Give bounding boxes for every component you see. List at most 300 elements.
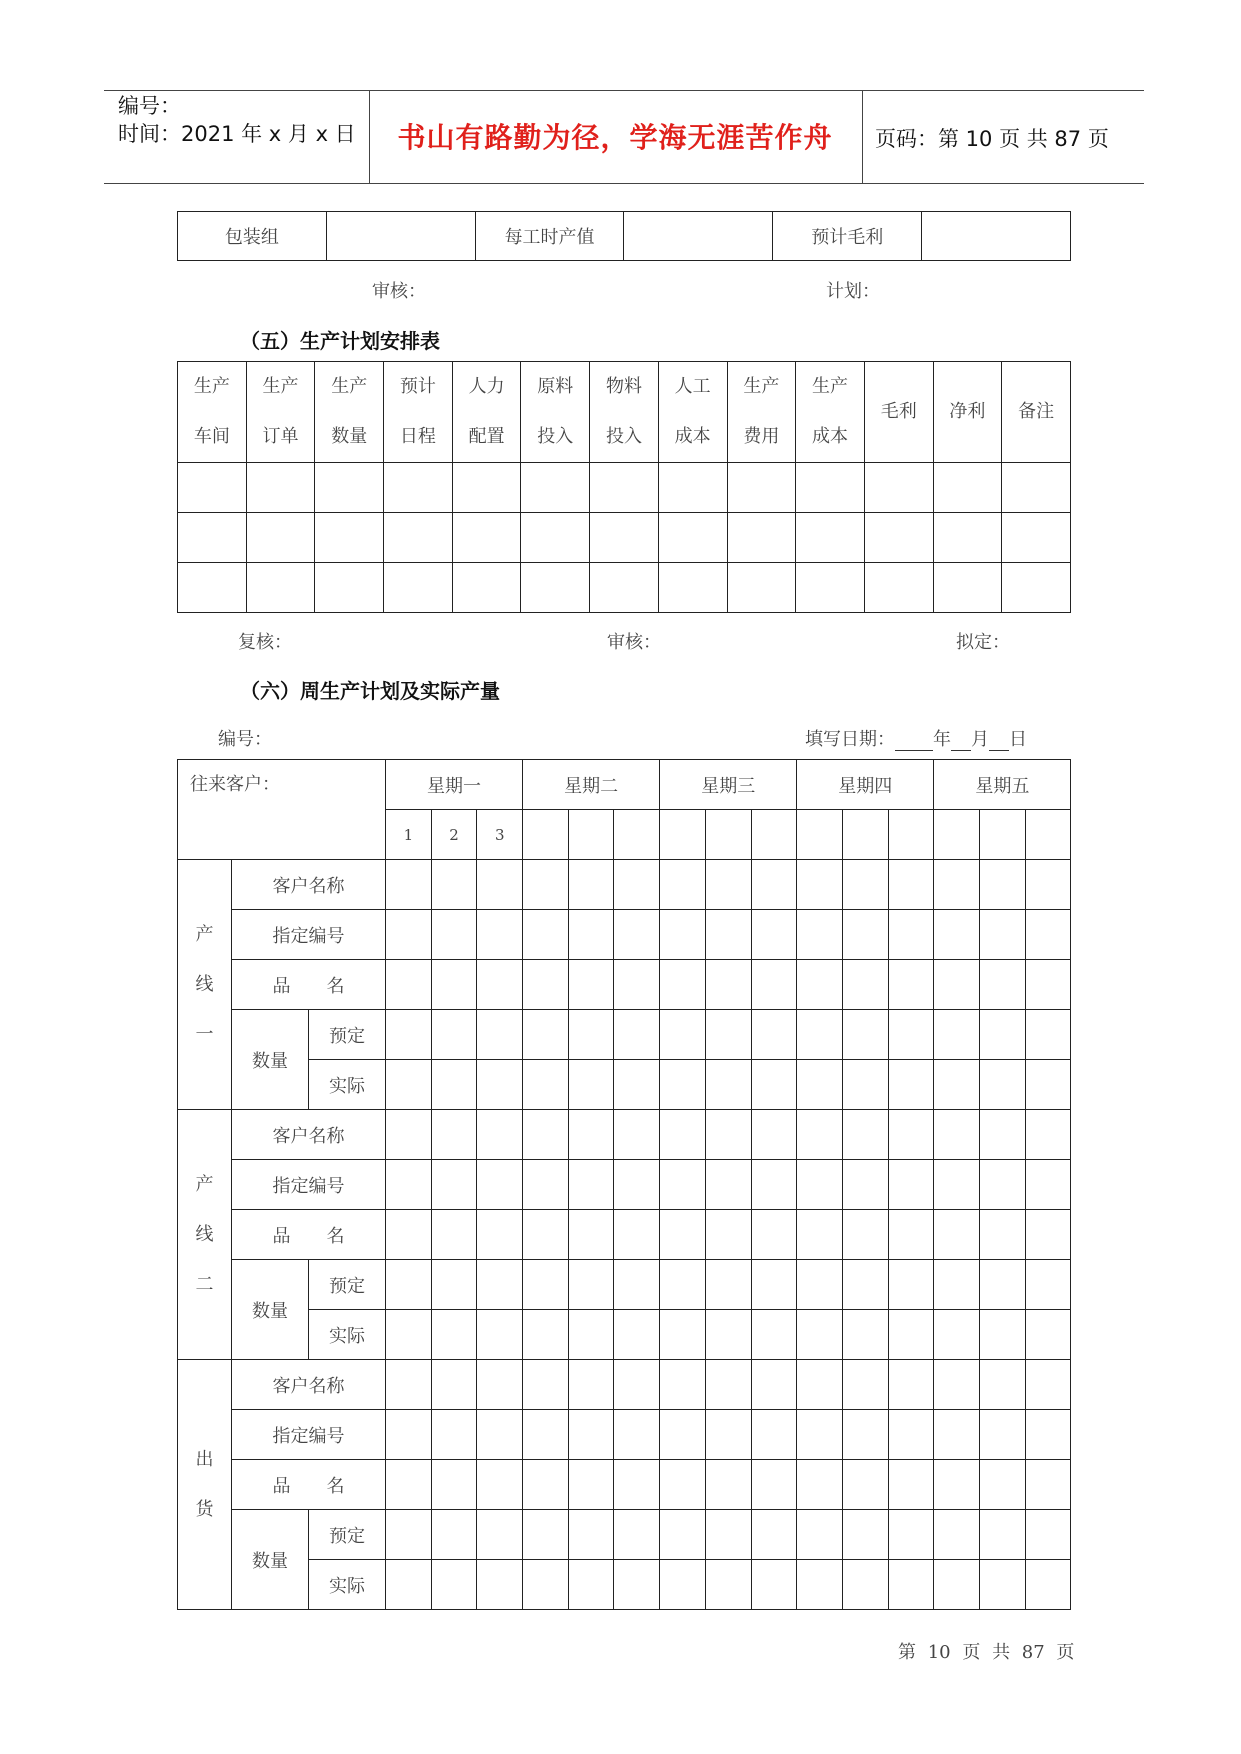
plan-input-cell[interactable] xyxy=(727,563,796,613)
production-input-cell[interactable] xyxy=(386,1560,432,1610)
production-input-cell[interactable] xyxy=(431,1410,477,1460)
production-input-cell[interactable] xyxy=(614,1310,660,1360)
production-input-cell[interactable] xyxy=(888,1510,934,1560)
month-label: 月 xyxy=(971,729,989,750)
plan-input-cell[interactable] xyxy=(1002,513,1071,563)
production-input-cell[interactable] xyxy=(477,860,523,910)
production-input-cell[interactable] xyxy=(431,1310,477,1360)
production-input-cell[interactable] xyxy=(980,960,1026,1010)
plan-input-cell[interactable] xyxy=(658,563,727,613)
plan-input-cell[interactable] xyxy=(521,463,590,513)
production-input-cell[interactable] xyxy=(660,1210,706,1260)
production-input-cell[interactable] xyxy=(797,1210,843,1260)
production-input-cell[interactable] xyxy=(751,960,797,1010)
production-input-cell[interactable] xyxy=(477,1210,523,1260)
production-input-cell[interactable] xyxy=(751,1160,797,1210)
production-input-cell[interactable] xyxy=(980,1010,1026,1060)
production-input-cell[interactable] xyxy=(751,910,797,960)
production-input-cell[interactable] xyxy=(568,1560,614,1610)
plan-input-cell[interactable] xyxy=(658,463,727,513)
production-input-cell[interactable] xyxy=(705,1010,751,1060)
production-input-cell[interactable] xyxy=(431,1510,477,1560)
plan-input-cell[interactable] xyxy=(246,563,315,613)
production-input-cell[interactable] xyxy=(523,1060,569,1110)
review-label-2: 审核： xyxy=(607,632,661,653)
production-input-cell[interactable] xyxy=(751,1210,797,1260)
production-input-cell[interactable] xyxy=(888,1110,934,1160)
plan-input-cell[interactable] xyxy=(452,463,521,513)
production-input-cell[interactable] xyxy=(934,860,980,910)
production-input-cell[interactable] xyxy=(934,910,980,960)
production-input-cell[interactable] xyxy=(523,1310,569,1360)
header-motto: 书山有路勤为径，学海无涯苦作舟 xyxy=(397,121,833,154)
production-input-cell[interactable] xyxy=(797,1510,843,1560)
production-input-cell[interactable] xyxy=(1025,910,1071,960)
production-input-cell[interactable] xyxy=(934,960,980,1010)
production-input-cell[interactable] xyxy=(888,1160,934,1210)
production-input-cell[interactable] xyxy=(477,1060,523,1110)
plan-input-cell[interactable] xyxy=(658,513,727,563)
production-input-cell[interactable] xyxy=(386,1410,432,1460)
production-input-cell[interactable] xyxy=(1025,1510,1071,1560)
production-input-cell[interactable] xyxy=(431,1010,477,1060)
production-input-cell[interactable] xyxy=(660,1510,706,1560)
production-input-cell[interactable] xyxy=(1025,1260,1071,1310)
production-input-cell[interactable] xyxy=(980,1460,1026,1510)
plan-input-cell[interactable] xyxy=(178,563,247,613)
plan-input-cell[interactable] xyxy=(452,513,521,563)
production-input-cell[interactable] xyxy=(386,1460,432,1510)
production-input-cell[interactable] xyxy=(523,860,569,910)
production-input-cell[interactable] xyxy=(660,1010,706,1060)
production-input-cell[interactable] xyxy=(523,1460,569,1510)
production-input-cell[interactable] xyxy=(705,1160,751,1210)
production-input-cell[interactable] xyxy=(431,910,477,960)
production-input-cell[interactable] xyxy=(797,860,843,910)
production-input-cell[interactable] xyxy=(386,910,432,960)
production-input-cell[interactable] xyxy=(386,860,432,910)
production-input-cell[interactable] xyxy=(614,910,660,960)
year-blank[interactable] xyxy=(895,729,933,751)
production-input-cell[interactable] xyxy=(614,1360,660,1410)
production-input-cell[interactable] xyxy=(386,1260,432,1310)
production-input-cell[interactable] xyxy=(386,1160,432,1210)
production-input-cell[interactable] xyxy=(888,1410,934,1460)
production-input-cell[interactable] xyxy=(980,910,1026,960)
production-input-cell[interactable] xyxy=(568,1360,614,1410)
production-input-cell[interactable] xyxy=(1025,1410,1071,1460)
production-input-cell[interactable] xyxy=(751,1510,797,1560)
production-input-cell[interactable] xyxy=(888,1010,934,1060)
production-input-cell[interactable] xyxy=(568,1260,614,1310)
plan-input-cell[interactable] xyxy=(178,513,247,563)
plan-input-cell[interactable] xyxy=(590,563,659,613)
production-input-cell[interactable] xyxy=(934,1210,980,1260)
production-input-cell[interactable] xyxy=(431,1060,477,1110)
production-input-cell[interactable] xyxy=(477,910,523,960)
production-input-cell[interactable] xyxy=(980,1360,1026,1410)
weekday-header: 星期四 xyxy=(797,760,934,810)
plan-input-cell[interactable] xyxy=(1002,463,1071,513)
plan-input-cell[interactable] xyxy=(933,563,1002,613)
group-name-char: 出 xyxy=(195,1448,214,1470)
production-input-cell[interactable] xyxy=(1025,1060,1071,1110)
plan-input-cell[interactable] xyxy=(727,463,796,513)
plan-label: 计划： xyxy=(826,281,880,302)
production-input-cell[interactable] xyxy=(1025,1360,1071,1410)
production-input-cell[interactable] xyxy=(980,1110,1026,1160)
production-input-cell[interactable] xyxy=(842,1510,888,1560)
production-input-cell[interactable] xyxy=(705,910,751,960)
production-input-cell[interactable] xyxy=(934,1360,980,1410)
production-input-cell[interactable] xyxy=(888,910,934,960)
production-input-cell[interactable] xyxy=(568,1060,614,1110)
production-input-cell[interactable] xyxy=(842,1460,888,1510)
production-input-cell[interactable] xyxy=(614,1410,660,1460)
production-input-cell[interactable] xyxy=(934,1460,980,1510)
production-input-cell[interactable] xyxy=(751,1360,797,1410)
table-row xyxy=(178,563,1071,613)
production-input-cell[interactable] xyxy=(386,1510,432,1560)
production-input-cell[interactable] xyxy=(568,1160,614,1210)
production-input-cell[interactable] xyxy=(934,1010,980,1060)
production-input-cell[interactable] xyxy=(842,910,888,960)
production-input-cell[interactable] xyxy=(614,960,660,1010)
table-row xyxy=(178,513,1071,563)
production-input-cell[interactable] xyxy=(980,1310,1026,1360)
production-input-cell[interactable] xyxy=(842,1110,888,1160)
production-input-cell[interactable] xyxy=(705,1210,751,1260)
production-input-cell[interactable] xyxy=(797,1460,843,1510)
production-input-cell[interactable] xyxy=(477,1460,523,1510)
production-input-cell[interactable] xyxy=(705,1110,751,1160)
month-blank[interactable] xyxy=(951,729,971,751)
production-input-cell[interactable] xyxy=(477,1510,523,1560)
production-input-cell[interactable] xyxy=(797,1560,843,1610)
production-input-cell[interactable] xyxy=(568,860,614,910)
plan-input-cell[interactable] xyxy=(933,513,1002,563)
header-top-rule xyxy=(104,90,1144,91)
production-input-cell[interactable] xyxy=(523,1360,569,1410)
production-input-cell[interactable] xyxy=(888,1060,934,1110)
production-input-cell[interactable] xyxy=(980,1260,1026,1310)
production-input-cell[interactable] xyxy=(888,1560,934,1610)
plan-input-cell[interactable] xyxy=(521,513,590,563)
production-input-cell[interactable] xyxy=(477,1360,523,1410)
production-input-cell[interactable] xyxy=(386,960,432,1010)
production-input-cell[interactable] xyxy=(797,960,843,1010)
plan-input-cell[interactable] xyxy=(315,513,384,563)
production-input-cell[interactable] xyxy=(980,1160,1026,1210)
sub-number-cell xyxy=(842,810,888,860)
production-input-cell[interactable] xyxy=(568,1310,614,1360)
production-input-cell[interactable] xyxy=(660,1360,706,1410)
production-input-cell[interactable] xyxy=(660,1410,706,1460)
production-input-cell[interactable] xyxy=(614,1010,660,1060)
plan-input-cell[interactable] xyxy=(521,563,590,613)
production-input-cell[interactable] xyxy=(888,1260,934,1310)
production-input-cell[interactable] xyxy=(842,1410,888,1460)
production-input-cell[interactable] xyxy=(477,960,523,1010)
production-input-cell[interactable] xyxy=(797,1110,843,1160)
production-input-cell[interactable] xyxy=(568,1510,614,1560)
expected-gross-cell: 预计毛利 xyxy=(773,212,922,261)
production-input-cell[interactable] xyxy=(523,1160,569,1210)
production-input-cell[interactable] xyxy=(660,860,706,910)
production-input-cell[interactable] xyxy=(705,1460,751,1510)
production-input-cell[interactable] xyxy=(842,960,888,1010)
production-input-cell[interactable] xyxy=(705,1410,751,1460)
plan-input-cell[interactable] xyxy=(452,563,521,613)
production-input-cell[interactable] xyxy=(1025,860,1071,910)
production-input-cell[interactable] xyxy=(842,1060,888,1110)
production-input-cell[interactable] xyxy=(1025,1460,1071,1510)
production-input-cell[interactable] xyxy=(1025,1110,1071,1160)
production-input-cell[interactable] xyxy=(797,1060,843,1110)
production-input-cell[interactable] xyxy=(934,1310,980,1360)
production-input-cell[interactable] xyxy=(660,1310,706,1360)
production-input-cell[interactable] xyxy=(568,1010,614,1060)
production-input-cell[interactable] xyxy=(842,1260,888,1310)
production-input-cell[interactable] xyxy=(523,1510,569,1560)
plan-input-cell[interactable] xyxy=(796,563,865,613)
production-input-cell[interactable] xyxy=(842,1560,888,1610)
production-input-cell[interactable] xyxy=(660,1560,706,1610)
plan-input-cell[interactable] xyxy=(590,513,659,563)
plan-input-cell[interactable] xyxy=(246,463,315,513)
production-input-cell[interactable] xyxy=(934,1510,980,1560)
production-input-cell[interactable] xyxy=(980,1560,1026,1610)
plan-input-cell[interactable] xyxy=(315,563,384,613)
plan-input-cell[interactable] xyxy=(796,463,865,513)
production-input-cell[interactable] xyxy=(477,1410,523,1460)
production-input-cell[interactable] xyxy=(842,1310,888,1360)
production-input-cell[interactable] xyxy=(980,1510,1026,1560)
production-input-cell[interactable] xyxy=(888,860,934,910)
production-input-cell[interactable] xyxy=(523,910,569,960)
production-input-cell[interactable] xyxy=(888,960,934,1010)
production-input-cell[interactable] xyxy=(568,1210,614,1260)
production-input-cell[interactable] xyxy=(523,1210,569,1260)
production-input-cell[interactable] xyxy=(660,1160,706,1210)
production-input-cell[interactable] xyxy=(614,1160,660,1210)
production-input-cell[interactable] xyxy=(1025,1160,1071,1210)
production-input-cell[interactable] xyxy=(1025,1210,1071,1260)
plan-input-cell[interactable] xyxy=(315,463,384,513)
header-time-label: 时间：2021 年 x 月 x 日 xyxy=(118,122,356,146)
production-input-cell[interactable] xyxy=(1025,1560,1071,1610)
header-meta xyxy=(118,92,356,148)
production-input-cell[interactable] xyxy=(660,1260,706,1310)
row-label-product-name: 品 名 xyxy=(232,1460,386,1510)
production-input-cell[interactable] xyxy=(842,1360,888,1410)
production-input-cell[interactable] xyxy=(842,1160,888,1210)
production-input-cell[interactable] xyxy=(751,1110,797,1160)
plan-input-cell[interactable] xyxy=(933,463,1002,513)
production-input-cell[interactable] xyxy=(705,860,751,910)
production-input-cell[interactable] xyxy=(614,1210,660,1260)
production-input-cell[interactable] xyxy=(751,860,797,910)
sub-number-cell xyxy=(888,810,934,860)
production-input-cell[interactable] xyxy=(934,1160,980,1210)
plan-input-cell[interactable] xyxy=(384,563,453,613)
weekday-header-row xyxy=(178,760,1071,810)
production-input-cell[interactable] xyxy=(751,1060,797,1110)
plan-input-cell[interactable] xyxy=(864,563,933,613)
production-input-cell[interactable] xyxy=(523,1260,569,1310)
production-input-cell[interactable] xyxy=(660,1110,706,1160)
row-label-product-name: 品 名 xyxy=(232,960,386,1010)
production-input-cell[interactable] xyxy=(842,1010,888,1060)
sub-number-cell xyxy=(705,810,751,860)
production-input-cell[interactable] xyxy=(386,1060,432,1110)
group-name xyxy=(178,1160,231,1310)
production-input-cell[interactable] xyxy=(705,1560,751,1610)
plan-input-cell[interactable] xyxy=(727,513,796,563)
production-input-cell[interactable] xyxy=(614,1460,660,1510)
production-input-cell[interactable] xyxy=(614,1060,660,1110)
group-name-char: 线 xyxy=(195,1223,214,1245)
production-input-cell[interactable] xyxy=(797,1160,843,1210)
production-input-cell[interactable] xyxy=(1025,960,1071,1010)
production-input-cell[interactable] xyxy=(523,1560,569,1610)
production-input-cell[interactable] xyxy=(614,1260,660,1310)
plan-input-cell[interactable] xyxy=(384,463,453,513)
production-input-cell[interactable] xyxy=(934,1410,980,1460)
production-input-cell[interactable] xyxy=(980,1410,1026,1460)
production-input-cell[interactable] xyxy=(386,1310,432,1360)
plan-header-line2: 配置 xyxy=(468,426,505,447)
production-input-cell[interactable] xyxy=(614,860,660,910)
production-input-cell[interactable] xyxy=(431,860,477,910)
year-label: 年 xyxy=(933,729,951,750)
production-input-cell[interactable] xyxy=(431,960,477,1010)
production-input-cell[interactable] xyxy=(797,1310,843,1360)
group-name-char: 一 xyxy=(195,1023,214,1045)
production-input-cell[interactable] xyxy=(477,1310,523,1360)
production-input-cell[interactable] xyxy=(431,1460,477,1510)
plan-input-cell[interactable] xyxy=(384,513,453,563)
production-input-cell[interactable] xyxy=(386,1360,432,1410)
day-blank[interactable] xyxy=(989,729,1009,751)
production-input-cell[interactable] xyxy=(477,1160,523,1210)
production-input-cell[interactable] xyxy=(934,1060,980,1110)
production-input-cell[interactable] xyxy=(386,1210,432,1260)
production-input-cell[interactable] xyxy=(523,1410,569,1460)
production-input-cell[interactable] xyxy=(934,1560,980,1610)
production-input-cell[interactable] xyxy=(431,1360,477,1410)
production-input-cell[interactable] xyxy=(705,1260,751,1310)
production-input-cell[interactable] xyxy=(660,1060,706,1110)
production-input-cell[interactable] xyxy=(568,1460,614,1510)
production-input-cell[interactable] xyxy=(477,1260,523,1310)
production-input-cell[interactable] xyxy=(980,1060,1026,1110)
production-input-cell[interactable] xyxy=(523,960,569,1010)
production-input-cell[interactable] xyxy=(934,1260,980,1310)
production-input-cell[interactable] xyxy=(431,1110,477,1160)
production-input-cell[interactable] xyxy=(477,1110,523,1160)
row-label-product-name: 品 名 xyxy=(232,1210,386,1260)
plan-input-cell[interactable] xyxy=(246,513,315,563)
production-input-cell[interactable] xyxy=(842,860,888,910)
production-input-cell[interactable] xyxy=(614,1510,660,1560)
production-input-cell[interactable] xyxy=(660,960,706,1010)
plan-input-cell[interactable] xyxy=(590,463,659,513)
production-input-cell[interactable] xyxy=(614,1560,660,1610)
production-input-cell[interactable] xyxy=(705,1060,751,1110)
production-input-cell[interactable] xyxy=(751,1460,797,1510)
group-name-char: 线 xyxy=(195,973,214,995)
production-input-cell[interactable] xyxy=(888,1210,934,1260)
production-plan-header-row xyxy=(178,362,1071,463)
production-input-cell[interactable] xyxy=(568,1110,614,1160)
plan-header-line2: 日程 xyxy=(399,426,436,447)
plan-header-line1: 生产 xyxy=(743,376,780,397)
plan-input-cell[interactable] xyxy=(864,513,933,563)
production-input-cell[interactable] xyxy=(431,1560,477,1610)
production-input-cell[interactable] xyxy=(568,960,614,1010)
plan-input-cell[interactable] xyxy=(178,463,247,513)
production-input-cell[interactable] xyxy=(431,1210,477,1260)
production-input-cell[interactable] xyxy=(568,910,614,960)
table-row xyxy=(178,1360,1071,1410)
plan-input-cell[interactable] xyxy=(1002,563,1071,613)
production-input-cell[interactable] xyxy=(523,1010,569,1060)
production-input-cell[interactable] xyxy=(797,1260,843,1310)
production-input-cell[interactable] xyxy=(751,1410,797,1460)
plan-input-cell[interactable] xyxy=(864,463,933,513)
production-input-cell[interactable] xyxy=(431,1260,477,1310)
production-input-cell[interactable] xyxy=(1025,1010,1071,1060)
production-input-cell[interactable] xyxy=(386,1110,432,1160)
production-input-cell[interactable] xyxy=(888,1360,934,1410)
production-input-cell[interactable] xyxy=(477,1010,523,1060)
production-input-cell[interactable] xyxy=(980,860,1026,910)
production-input-cell[interactable] xyxy=(431,1160,477,1210)
production-input-cell[interactable] xyxy=(797,1410,843,1460)
production-input-cell[interactable] xyxy=(477,1560,523,1610)
row-label-actual: 实际 xyxy=(309,1560,386,1610)
production-input-cell[interactable] xyxy=(888,1460,934,1510)
production-input-cell[interactable] xyxy=(705,1510,751,1560)
production-input-cell[interactable] xyxy=(614,1110,660,1160)
production-input-cell[interactable] xyxy=(386,1010,432,1060)
production-input-cell[interactable] xyxy=(797,910,843,960)
production-input-cell[interactable] xyxy=(797,1360,843,1410)
production-input-cell[interactable] xyxy=(980,1210,1026,1260)
production-input-cell[interactable] xyxy=(751,1560,797,1610)
production-input-cell[interactable] xyxy=(797,1010,843,1060)
sub-number-cell xyxy=(934,810,980,860)
production-input-cell[interactable] xyxy=(705,1310,751,1360)
production-input-cell[interactable] xyxy=(705,960,751,1010)
production-input-cell[interactable] xyxy=(660,910,706,960)
production-input-cell[interactable] xyxy=(523,1110,569,1160)
production-input-cell[interactable] xyxy=(934,1110,980,1160)
production-input-cell[interactable] xyxy=(705,1360,751,1410)
production-input-cell[interactable] xyxy=(888,1310,934,1360)
table-row xyxy=(178,1460,1071,1510)
production-input-cell[interactable] xyxy=(660,1460,706,1510)
production-input-cell[interactable] xyxy=(568,1410,614,1460)
production-input-cell[interactable] xyxy=(751,1310,797,1360)
plan-input-cell[interactable] xyxy=(796,513,865,563)
plan-header-line1: 生产 xyxy=(193,376,230,397)
production-input-cell[interactable] xyxy=(842,1210,888,1260)
production-input-cell[interactable] xyxy=(751,1010,797,1060)
production-input-cell[interactable] xyxy=(751,1260,797,1310)
production-input-cell[interactable] xyxy=(1025,1310,1071,1360)
